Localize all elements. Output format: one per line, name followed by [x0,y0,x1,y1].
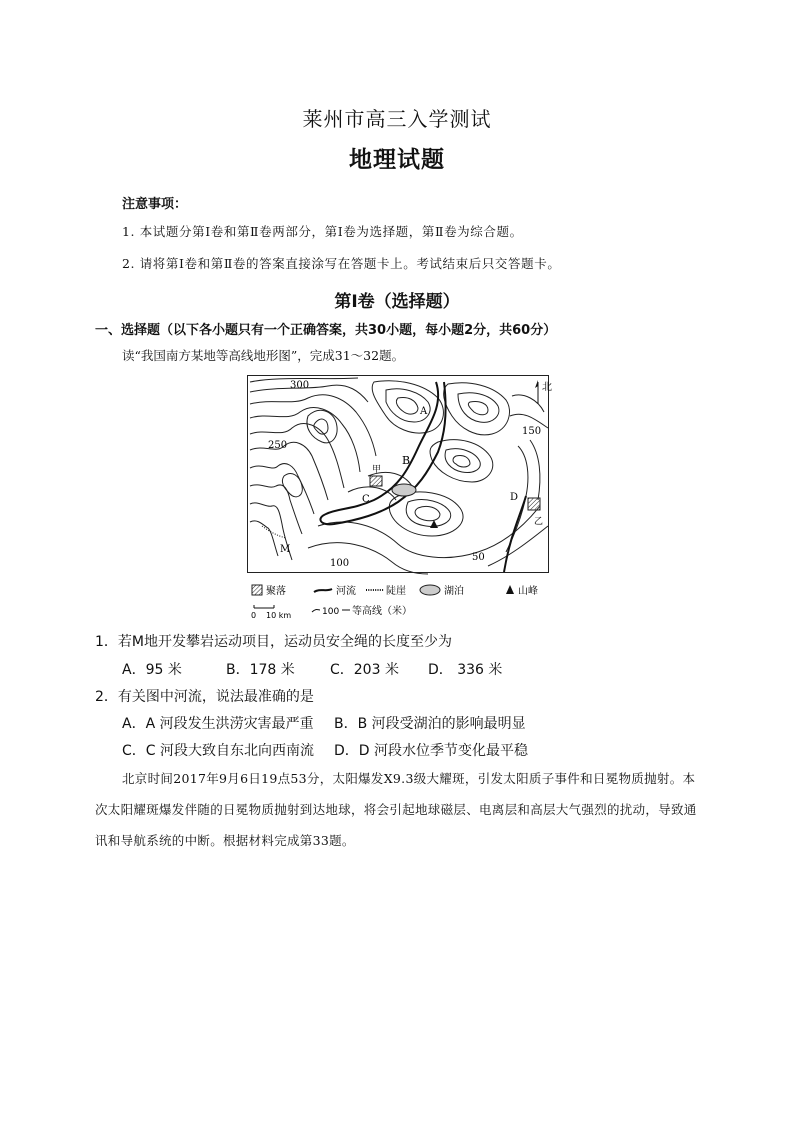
scale-end: 10 km [266,611,292,620]
legend-contour: 等高线（米） [352,606,412,617]
legend-contour-value: 100 [322,607,340,617]
question-2-options-row [122,713,526,733]
point-label-m: M [280,544,291,555]
q1-option-c[interactable]: C．203 米 [330,662,399,678]
scale-start: 0 [251,611,257,620]
read-instruction: 读“我国南方某地等高线地形图”，完成31～32题。 [122,348,405,363]
q1-option-d[interactable]: D． 336 米 [428,662,503,678]
contour-label-150: 150 [522,426,542,437]
point-label-yi: 乙 [534,517,544,527]
point-label-jia: 甲 [372,465,382,475]
contour-label-250: 250 [268,440,288,451]
contour-label-300: 300 [290,380,310,391]
point-label-d: D [510,492,519,503]
q2-option-a[interactable]: A．A 河段发生洪涝灾害最严重 [122,716,314,732]
settlement-icon [252,585,262,595]
question-2-stem: 2．有关图中河流，说法最准确的是 [95,689,314,705]
point-label-a: A [420,406,428,417]
q2-option-c[interactable]: C．C 河段大致自东北向西南流 [122,743,315,759]
subject-title: 地理试题 [349,147,445,173]
part-title: 第Ⅰ卷（选择题） [334,292,460,312]
q2-option-d[interactable]: D．D 河段水位季节变化最平稳 [334,743,529,759]
river-icon [314,589,332,592]
notice-item: 1. 本试题分第Ⅰ卷和第Ⅱ卷两部分，第Ⅰ卷为选择题，第Ⅱ卷为综合题。 [122,224,523,239]
point-label-c: C [362,494,370,505]
question-1-options [122,659,502,679]
q2-option-b[interactable]: B．B 河段受湖泊的影响最明显 [334,716,526,732]
material-paragraph: 北京时间2017年9月6日19点53分，太阳爆发X9.3级大耀斑，引发太阳质子事件和日冕物质抛射。本次太阳耀斑爆发伴随的日冕物质抛射到达地球，将会引起地球磁层、电离层和高层大气强烈的扰动，导致通讯和导航系统的中断。根据材料完成第33题。 [95,771,697,848]
question-2-options-row [122,740,528,760]
point-label-b: B [402,454,411,467]
q1-option-a[interactable]: A．95 米 [122,662,182,678]
school-title: 莱州市高三入学测试 [302,107,492,131]
north-label: 北 [542,382,552,393]
contour-map-drawing [248,376,550,574]
legend-river: 河流 [336,586,356,597]
section-heading: 一、选择题（以下各小题只有一个正确答案，共30小题，每小题2分，共60分） [95,323,557,338]
peak-icon [506,585,514,594]
map-legend [248,580,558,624]
question-1-stem: 1．若M地开发攀岩运动项目，运动员安全绳的长度至少为 [95,634,452,650]
legend-cliff: 陡崖 [386,586,406,597]
lake-icon [420,585,440,595]
contour-label-50: 50 [472,552,485,563]
contour-label-100: 100 [330,558,350,569]
contour-icon [312,610,320,613]
notice-item: 2. 请将第Ⅰ卷和第Ⅱ卷的答案直接涂写在答题卡上。考试结束后只交答题卡。 [122,256,561,271]
legend-lake: 湖泊 [444,586,464,597]
q1-option-b[interactable]: B．178 米 [226,662,295,678]
legend-peak: 山峰 [518,586,538,597]
contour-map [247,375,552,573]
legend-settlement: 聚落 [266,586,286,597]
notice-heading: 注意事项： [122,197,188,212]
